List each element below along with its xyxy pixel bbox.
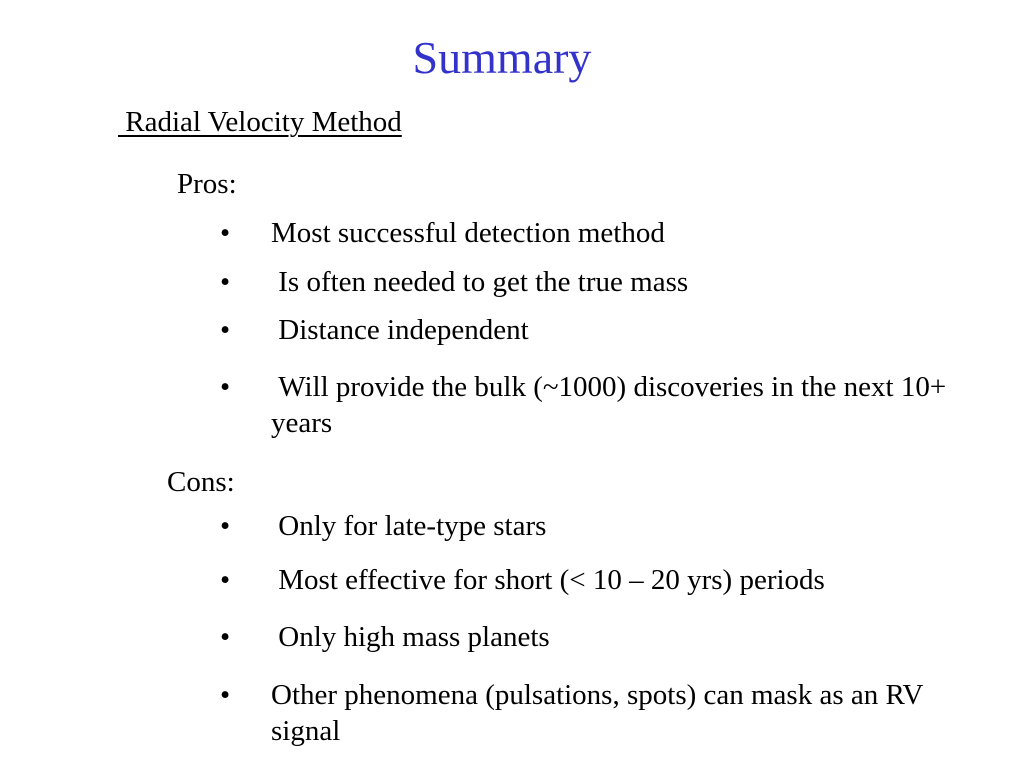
cons-item [220, 677, 960, 749]
pros-item [220, 264, 960, 300]
bullet-icon: • [220, 510, 231, 542]
pros-item [220, 215, 960, 251]
cons-label: Cons: [167, 466, 235, 498]
slide-title: Summary [412, 32, 592, 83]
pros-item-text: Will provide the bulk (~1000) discoveries in the next 10+ years [271, 371, 954, 439]
cons-item [220, 562, 960, 598]
bullet-icon: • [220, 371, 231, 403]
bullet-icon: • [220, 266, 231, 298]
cons-item-text: Only high mass planets [271, 621, 550, 653]
pros-item-text: Most successful detection method [271, 217, 665, 249]
pros-item [220, 312, 960, 348]
section-heading: Radial Velocity Method [118, 106, 402, 138]
pros-item-text: Distance independent [271, 314, 529, 346]
bullet-icon: • [220, 564, 231, 596]
cons-item-text: Most effective for short (< 10 – 20 yrs) periods [271, 564, 825, 596]
cons-item [220, 619, 960, 655]
cons-item-text: Other phenomena (pulsations, spots) can mask as an RV signal [271, 679, 931, 747]
pros-item-text: Is often needed to get the true mass [271, 266, 689, 298]
bullet-icon: • [220, 314, 231, 346]
bullet-icon: • [220, 217, 231, 249]
cons-item-text: Only for late-type stars [271, 510, 547, 542]
pros-item [220, 369, 960, 441]
bullet-icon: • [220, 679, 231, 711]
pros-label: Pros: [177, 168, 237, 200]
bullet-icon: • [220, 621, 231, 653]
cons-item [220, 508, 960, 544]
